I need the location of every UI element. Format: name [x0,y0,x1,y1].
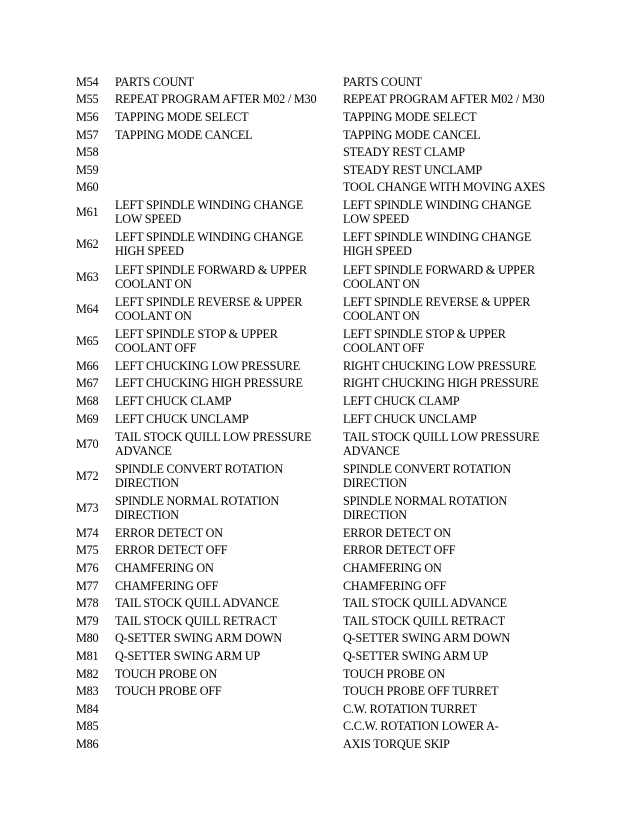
table-row [0,410,638,428]
right-description [343,561,563,575]
left-description [115,526,343,540]
mcode-number: M64 [76,301,99,316]
right-description-line: STEADY REST CLAMP [343,145,465,160]
right-description [343,263,563,291]
right-description [343,702,563,716]
right-description [343,494,563,522]
mcode-number: M61 [76,205,99,220]
left-description [115,359,343,373]
left-description-line: LEFT CHUCKING LOW PRESSURE [115,358,300,373]
right-description-line: COOLANT OFF [343,341,425,355]
left-description-line: ERROR DETECT OFF [115,543,228,558]
left-description-line: LEFT SPINDLE STOP & UPPER [115,327,278,341]
mcode-number: M59 [76,162,99,177]
table-row [0,735,638,753]
right-description-line: COOLANT ON [343,276,420,291]
mcode-number: M77 [76,578,99,593]
right-description [343,163,563,177]
right-description [343,430,563,458]
left-description-line: TAIL STOCK QUILL RETRACT [115,613,278,628]
table-row [0,612,638,630]
table-row [0,718,638,736]
right-description-line: ERROR DETECT ON [343,525,451,540]
right-description [343,110,563,124]
left-description [115,667,343,681]
right-description [343,614,563,628]
right-description [343,359,563,373]
left-description-line: CHAMFERING OFF [115,578,219,593]
left-description-line: TOUCH PROBE OFF [115,684,222,699]
table-row [0,682,638,700]
right-description-line: LEFT SPINDLE REVERSE & UPPER [343,294,531,309]
left-description [115,543,343,557]
left-description [115,394,343,408]
right-description [343,737,563,751]
right-description [343,684,563,698]
right-description [343,667,563,681]
right-description-line: LOW SPEED [343,212,410,227]
table-row [0,357,638,375]
right-description-line: PARTS COUNT [343,74,422,89]
mcode-number: M78 [76,596,99,611]
left-description-line: TAPPING MODE SELECT [115,109,249,124]
right-description-line: SPINDLE CONVERT ROTATION [343,461,511,476]
table-row [0,559,638,577]
table-row [0,700,638,718]
right-description-line: TOUCH PROBE OFF TURRET [343,684,499,699]
left-description-line: LEFT CHUCK CLAMP [115,394,232,409]
table-row [0,108,638,126]
right-description [343,596,563,610]
table-row [0,392,638,410]
mcode-number: M62 [76,237,99,252]
right-description [343,462,563,490]
right-description [343,719,563,733]
left-description-line: SPINDLE NORMAL ROTATION [115,493,279,508]
mcode-number: M85 [76,719,99,734]
left-description-line: SPINDLE CONVERT ROTATION [115,461,283,476]
mcode-number: M60 [76,180,99,195]
left-description [115,92,343,106]
right-description-line: TOUCH PROBE ON [343,666,445,681]
table-row [0,143,638,161]
right-description-line: C.W. ROTATION TURRET [343,701,477,716]
mcode-number: M70 [76,436,99,451]
left-description-line: Q-SETTER SWING ARM UP [115,648,261,663]
right-description [343,394,563,408]
right-description-line: TAIL STOCK QUILL LOW PRESSURE [343,429,540,444]
left-description-line: TOUCH PROBE ON [115,666,217,681]
left-description [115,327,343,355]
mcode-table [0,73,638,753]
mcode-number: M63 [76,269,99,284]
mcode-number: M83 [76,684,99,699]
left-description-line: TAIL STOCK QUILL LOW PRESSURE [115,429,312,444]
left-description-line: LEFT SPINDLE WINDING CHANGE [115,198,304,213]
mcode-number: M72 [76,468,99,483]
table-row [0,492,638,524]
table-row [0,179,638,197]
left-description-line: LEFT SPINDLE WINDING CHANGE [115,230,304,245]
right-description [343,145,563,159]
right-description-line: COOLANT ON [343,308,420,323]
table-row [0,73,638,91]
mcode-number: M84 [76,701,99,716]
left-description-line: ERROR DETECT ON [115,525,223,540]
table-row [0,460,638,492]
right-description-line: SPINDLE NORMAL ROTATION [343,493,507,508]
right-description-line: DIRECTION [343,507,407,522]
mcode-number: M55 [76,92,99,107]
table-row [0,647,638,665]
left-description-line: ADVANCE [115,443,172,458]
right-description-line: LEFT SPINDLE STOP & UPPER [343,327,506,341]
left-description-line: Q-SETTER SWING ARM DOWN [115,631,283,646]
mcode-number: M74 [76,525,99,540]
table-row [0,228,638,260]
table-row [0,161,638,179]
left-description-line: LEFT CHUCKING HIGH PRESSURE [115,376,303,391]
right-description [343,92,563,106]
table-row [0,325,638,357]
right-description-line: LEFT SPINDLE FORWARD & UPPER [343,262,535,277]
right-description-line: TAIL STOCK QUILL RETRACT [343,613,506,628]
right-description-line: DIRECTION [343,475,407,490]
right-description [343,180,563,194]
table-row [0,427,638,459]
mcode-number: M67 [76,376,99,391]
left-description-line: COOLANT OFF [115,341,197,355]
right-description-line: ERROR DETECT OFF [343,543,456,558]
mcode-number: M73 [76,500,99,515]
right-description [343,649,563,663]
mcode-number: M69 [76,411,99,426]
mcode-number: M79 [76,613,99,628]
mcode-number: M76 [76,561,99,576]
left-description [115,462,343,490]
left-description-line: PARTS COUNT [115,74,194,89]
right-description [343,579,563,593]
mcode-number: M65 [76,334,99,348]
mcode-number: M57 [76,127,99,142]
right-description [343,198,563,226]
right-description-line: ADVANCE [343,443,400,458]
right-description [343,295,563,323]
mcode-number: M75 [76,543,99,558]
left-description-line: LEFT SPINDLE FORWARD & UPPER [115,262,307,277]
left-description [115,295,343,323]
table-row [0,375,638,393]
left-description-line: REPEAT PROGRAM AFTER M02 / M30 [115,92,317,107]
right-description-line: RIGHT CHUCKING HIGH PRESSURE [343,376,539,391]
left-description-line: DIRECTION [115,475,179,490]
table-row [0,261,638,293]
left-description [115,110,343,124]
right-description-line: Q-SETTER SWING ARM UP [343,648,489,663]
mcode-number: M80 [76,631,99,646]
right-description [343,128,563,142]
left-description [115,494,343,522]
right-description-line: REPEAT PROGRAM AFTER M02 / M30 [343,92,545,107]
right-description-line: Q-SETTER SWING ARM DOWN [343,631,511,646]
right-description-line: TAIL STOCK QUILL ADVANCE [343,596,507,611]
table-row [0,293,638,325]
table-row [0,665,638,683]
right-description-line: LEFT SPINDLE WINDING CHANGE [343,230,532,245]
left-description [115,649,343,663]
right-description-line: TOOL CHANGE WITH MOVING AXES [343,180,546,195]
left-description [115,561,343,575]
left-description [115,614,343,628]
left-description [115,579,343,593]
left-description-line: CHAMFERING ON [115,561,214,576]
left-description [115,230,343,258]
right-description-line: HIGH SPEED [343,244,412,259]
right-description [343,526,563,540]
left-description [115,198,343,226]
table-row [0,594,638,612]
left-description-line: LEFT SPINDLE REVERSE & UPPER [115,294,303,309]
table-row [0,630,638,648]
table-row [0,577,638,595]
left-description [115,376,343,390]
mcode-number: M58 [76,145,99,160]
left-description-line: COOLANT ON [115,276,192,291]
mcode-number: M82 [76,666,99,681]
mcode-number: M54 [76,74,99,89]
left-description [115,128,343,142]
right-description-line: CHAMFERING OFF [343,578,447,593]
left-description-line: HIGH SPEED [115,244,184,259]
left-description [115,684,343,698]
left-description [115,430,343,458]
table-row [0,196,638,228]
right-description-line: AXIS TORQUE SKIP [343,736,450,751]
left-description-line: LOW SPEED [115,212,182,227]
left-description-line: DIRECTION [115,507,179,522]
left-description [115,263,343,291]
left-description [115,75,343,89]
left-description [115,412,343,426]
mcode-number: M68 [76,394,99,409]
mcode-number: M86 [76,736,99,751]
table-row [0,126,638,144]
mcode-number: M66 [76,358,99,373]
right-description-line: LEFT CHUCK CLAMP [343,394,460,409]
right-description-line: STEADY REST UNCLAMP [343,162,483,177]
right-description [343,75,563,89]
right-description [343,376,563,390]
mcode-number: M56 [76,109,99,124]
left-description-line: LEFT CHUCK UNCLAMP [115,411,249,426]
left-description-line: COOLANT ON [115,308,192,323]
left-description-line: TAPPING MODE CANCEL [115,127,253,142]
left-description-line: TAIL STOCK QUILL ADVANCE [115,596,279,611]
right-description-line: LEFT SPINDLE WINDING CHANGE [343,198,532,213]
right-description-line: TAPPING MODE CANCEL [343,127,481,142]
mcode-number: M81 [76,648,99,663]
right-description-line: LEFT CHUCK UNCLAMP [343,411,477,426]
right-description [343,327,563,355]
left-description [115,596,343,610]
table-row [0,542,638,560]
right-description-line: RIGHT CHUCKING LOW PRESSURE [343,358,536,373]
left-description [115,631,343,645]
right-description-line: C.C.W. ROTATION LOWER A- [343,719,499,734]
right-description [343,543,563,557]
right-description [343,412,563,426]
right-description [343,631,563,645]
right-description-line: TAPPING MODE SELECT [343,109,477,124]
table-row [0,91,638,109]
table-row [0,524,638,542]
right-description [343,230,563,258]
right-description-line: CHAMFERING ON [343,561,442,576]
